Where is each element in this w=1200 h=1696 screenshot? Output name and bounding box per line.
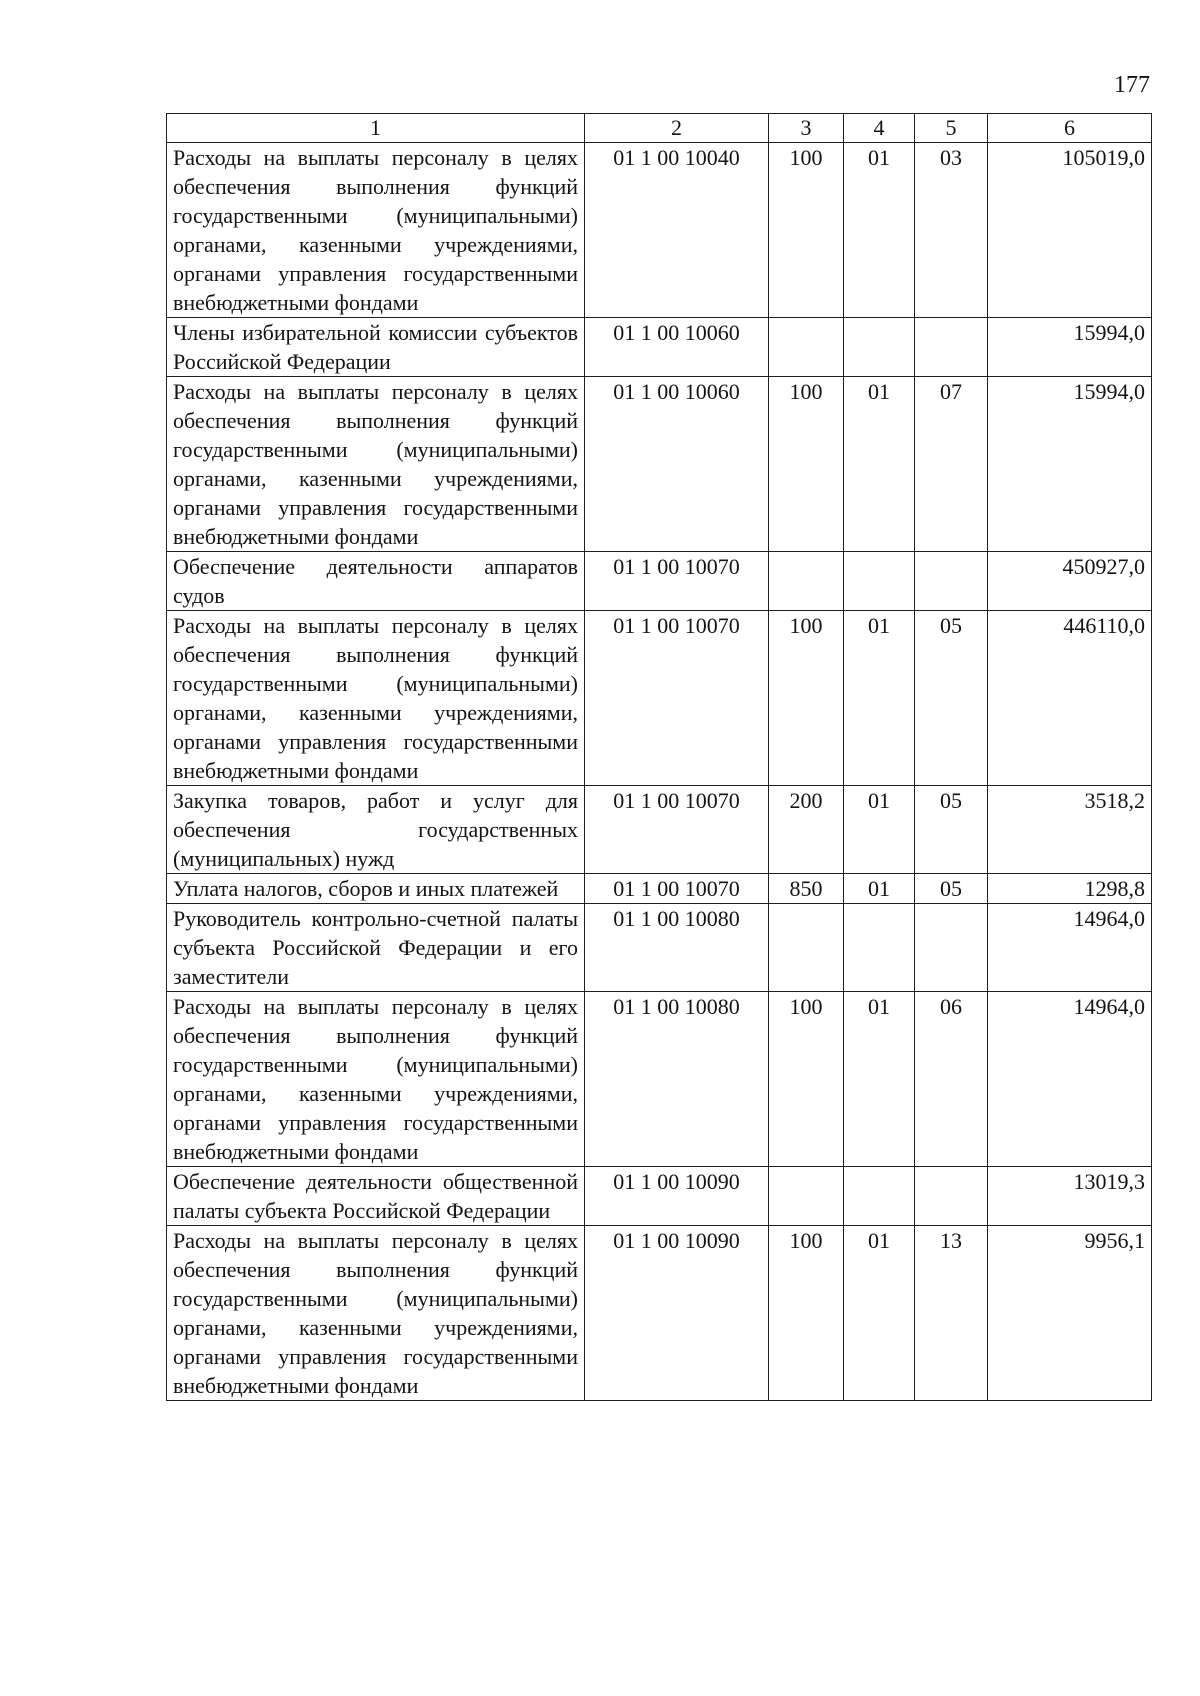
column-header: 3 [769,114,844,143]
subsection-cell: 05 [915,611,988,786]
budget-table [166,113,1152,1401]
target-code-cell: 01 1 00 10060 [585,377,769,552]
section-cell [844,904,915,992]
section-cell [844,552,915,611]
expense-name-cell: Расходы на выплаты персоналу в целях обеспечения выполнения функций государственными (муниципальными) органами, казенными учреждениями, органами управления государственными внебюджетными фондами [167,992,585,1167]
section-cell: 01 [844,1226,915,1401]
expense-name-cell: Члены избирательной комиссии субъектов Российской Федерации [167,318,585,377]
amount-cell: 14964,0 [988,992,1152,1167]
target-code-cell: 01 1 00 10060 [585,318,769,377]
subsection-cell: 03 [915,143,988,318]
column-header: 5 [915,114,988,143]
expense-type-cell: 100 [769,611,844,786]
amount-cell: 14964,0 [988,904,1152,992]
section-cell: 01 [844,611,915,786]
table-row [167,874,1152,904]
table-row [167,786,1152,874]
subsection-cell: 13 [915,1226,988,1401]
target-code-cell: 01 1 00 10070 [585,552,769,611]
table-row [167,904,1152,992]
expense-type-cell: 850 [769,874,844,904]
column-header: 4 [844,114,915,143]
table-row [167,992,1152,1167]
amount-cell: 105019,0 [988,143,1152,318]
subsection-cell [915,552,988,611]
amount-cell: 3518,2 [988,786,1152,874]
table-row [167,377,1152,552]
expense-name-cell: Уплата налогов, сборов и иных платежей [167,874,585,904]
table-row [167,143,1152,318]
target-code-cell: 01 1 00 10090 [585,1226,769,1401]
section-cell: 01 [844,786,915,874]
section-cell: 01 [844,992,915,1167]
subsection-cell [915,1167,988,1226]
expense-type-cell: 100 [769,143,844,318]
column-header: 6 [988,114,1152,143]
expense-type-cell: 100 [769,1226,844,1401]
amount-cell: 450927,0 [988,552,1152,611]
expense-name-cell: Расходы на выплаты персоналу в целях обеспечения выполнения функций государственными (муниципальными) органами, казенными учреждениями, органами управления государственными внебюджетными фондами [167,1226,585,1401]
target-code-cell: 01 1 00 10090 [585,1167,769,1226]
target-code-cell: 01 1 00 10080 [585,904,769,992]
subsection-cell: 05 [915,786,988,874]
expense-name-cell: Обеспечение деятельности аппаратов судов [167,552,585,611]
table-row [167,552,1152,611]
expense-name-cell: Расходы на выплаты персоналу в целях обеспечения выполнения функций государственными (муниципальными) органами, казенными учреждениями, органами управления государственными внебюджетными фондами [167,611,585,786]
expense-type-cell: 100 [769,992,844,1167]
table-row [167,1226,1152,1401]
amount-cell: 446110,0 [988,611,1152,786]
expense-type-cell: 200 [769,786,844,874]
section-cell [844,318,915,377]
expense-type-cell [769,552,844,611]
expense-type-cell [769,318,844,377]
table-row [167,318,1152,377]
amount-cell: 15994,0 [988,318,1152,377]
column-header: 2 [585,114,769,143]
amount-cell: 9956,1 [988,1226,1152,1401]
expense-name-cell: Руководитель контрольно-счетной палаты субъекта Российской Федерации и его заместители [167,904,585,992]
target-code-cell: 01 1 00 10070 [585,786,769,874]
target-code-cell: 01 1 00 10070 [585,874,769,904]
page-number: 177 [1114,72,1150,98]
table-row [167,1167,1152,1226]
amount-cell: 1298,8 [988,874,1152,904]
section-cell [844,1167,915,1226]
subsection-cell: 06 [915,992,988,1167]
target-code-cell: 01 1 00 10070 [585,611,769,786]
target-code-cell: 01 1 00 10040 [585,143,769,318]
expense-name-cell: Расходы на выплаты персоналу в целях обеспечения выполнения функций государственными (муниципальными) органами, казенными учреждениями, органами управления государственными внебюджетными фондами [167,377,585,552]
table-header-row [167,114,1152,143]
amount-cell: 15994,0 [988,377,1152,552]
expense-name-cell: Обеспечение деятельности общественной палаты субъекта Российской Федерации [167,1167,585,1226]
amount-cell: 13019,3 [988,1167,1152,1226]
section-cell: 01 [844,377,915,552]
expense-name-cell: Расходы на выплаты персоналу в целях обеспечения выполнения функций государственными (муниципальными) органами, казенными учреждениями, органами управления государственными внебюджетными фондами [167,143,585,318]
subsection-cell [915,904,988,992]
column-header: 1 [167,114,585,143]
section-cell: 01 [844,143,915,318]
expense-type-cell: 100 [769,377,844,552]
subsection-cell: 05 [915,874,988,904]
expense-type-cell [769,1167,844,1226]
subsection-cell [915,318,988,377]
section-cell: 01 [844,874,915,904]
subsection-cell: 07 [915,377,988,552]
target-code-cell: 01 1 00 10080 [585,992,769,1167]
expense-type-cell [769,904,844,992]
table-row [167,611,1152,786]
expense-name-cell: Закупка товаров, работ и услуг для обеспечения государственных (муниципальных) нужд [167,786,585,874]
